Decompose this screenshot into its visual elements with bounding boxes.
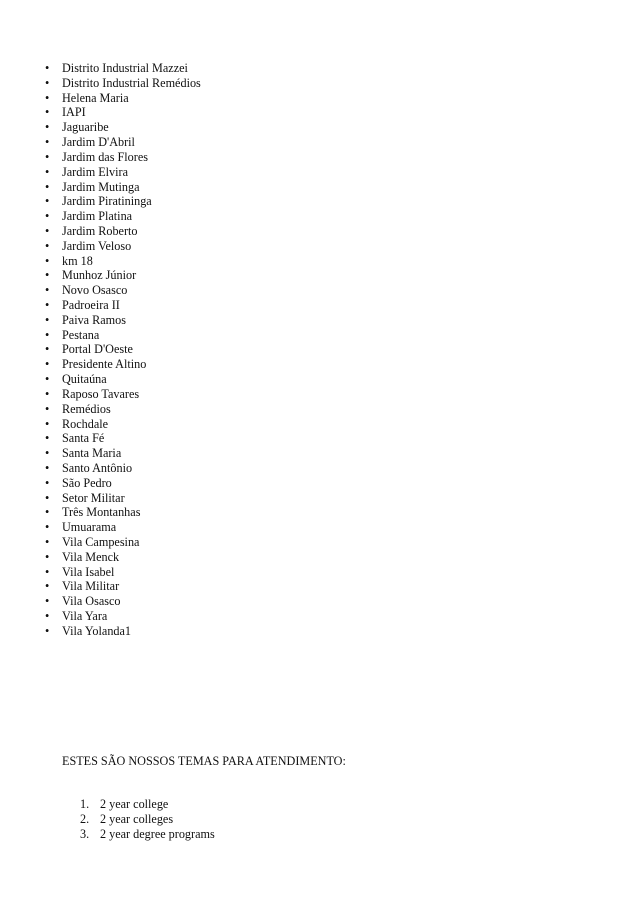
topic-text: 2 year degree programs	[100, 827, 215, 841]
district-list-item: • Vila Militar	[62, 579, 201, 594]
district-list-item: • Vila Osasco	[62, 594, 201, 609]
district-list-item: • Pestana	[62, 328, 201, 343]
district-list-item: • Setor Militar	[62, 491, 201, 506]
topic-text: 2 year colleges	[100, 812, 174, 826]
topic-list-item	[80, 812, 215, 827]
district-list-item: • Paiva Ramos	[62, 313, 201, 328]
district-list-item: • Umuarama	[62, 520, 201, 535]
district-list-item: • Vila Yolanda1	[62, 624, 201, 639]
district-list-item: • Jardim das Flores	[62, 150, 201, 165]
topic-number: 1.	[80, 797, 90, 811]
topic-list-item	[80, 827, 215, 842]
district-list-item: • Três Montanhas	[62, 505, 201, 520]
district-list-item: • Jardim Elvira	[62, 165, 201, 180]
district-list-item: • Jardim Platina	[62, 209, 201, 224]
district-list-item: • Jardim Roberto	[62, 224, 201, 239]
topics-heading: ESTES SÃO NOSSOS TEMAS PARA ATENDIMENTO:	[62, 754, 346, 768]
district-list-item: • Jardim Mutinga	[62, 180, 201, 195]
district-list-item: • Rochdale	[62, 417, 201, 432]
district-list-item: • Vila Campesina	[62, 535, 201, 550]
topic-list-item	[80, 797, 215, 812]
district-list-item: • Helena Maria	[62, 91, 201, 106]
district-list-item: • Distrito Industrial Mazzei	[62, 61, 201, 76]
district-list-item: • km 18	[62, 254, 201, 269]
district-list-item: • Jardim D'Abril	[62, 135, 201, 150]
district-list-item: • Jardim Piratininga	[62, 194, 201, 209]
district-list-item: • Novo Osasco	[62, 283, 201, 298]
district-list-item: • IAPI	[62, 105, 201, 120]
district-list-item: • Munhoz Júnior	[62, 268, 201, 283]
topic-number: 3.	[80, 827, 90, 841]
district-list-item: • Distrito Industrial Remédios	[62, 76, 201, 91]
district-list-item: • Vila Yara	[62, 609, 201, 624]
district-list-item: • Vila Isabel	[62, 565, 201, 580]
topic-number: 2.	[80, 812, 90, 826]
district-list-item: • Remédios	[62, 402, 201, 417]
district-list-item: • Padroeira II	[62, 298, 201, 313]
district-list-item: • Jardim Veloso	[62, 239, 201, 254]
district-list-item: • Jaguaribe	[62, 120, 201, 135]
topic-text: 2 year college	[100, 797, 169, 811]
district-list-item: • São Pedro	[62, 476, 201, 491]
district-list-item: • Quitaúna	[62, 372, 201, 387]
district-bullet-list	[36, 61, 201, 639]
district-list-item: • Presidente Altino	[62, 357, 201, 372]
topics-numbered-list	[78, 797, 215, 842]
district-list-item: • Portal D'Oeste	[62, 342, 201, 357]
district-list-item: • Raposo Tavares	[62, 387, 201, 402]
district-list-item: • Santa Maria	[62, 446, 201, 461]
district-list-item: • Santa Fé	[62, 431, 201, 446]
district-list-item: • Santo Antônio	[62, 461, 201, 476]
district-list-item: • Vila Menck	[62, 550, 201, 565]
